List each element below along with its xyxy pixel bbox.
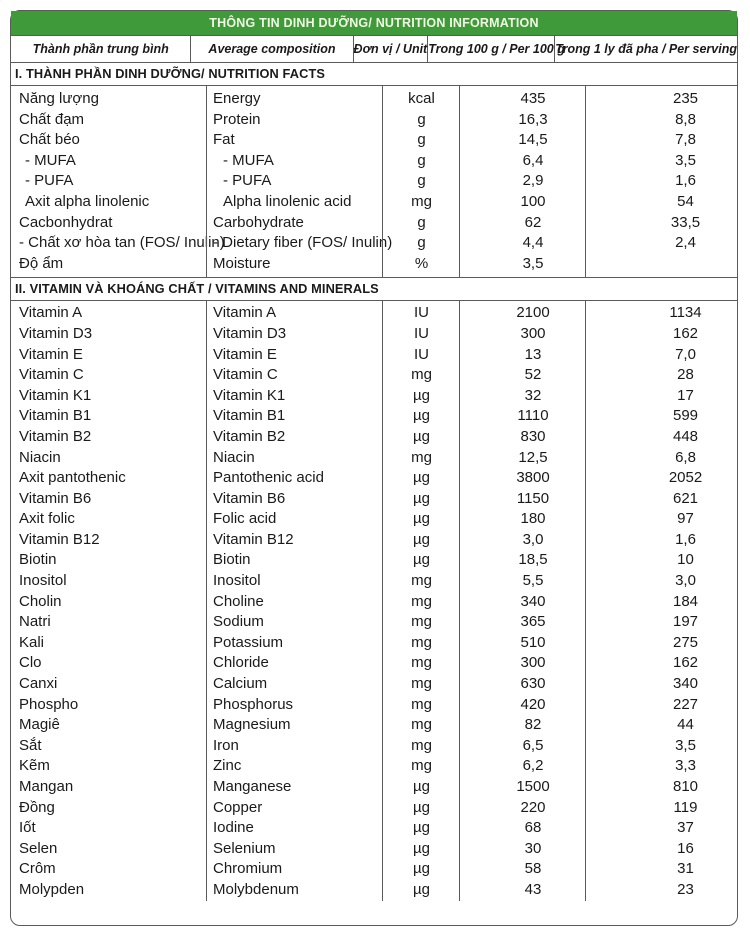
cell-per-100g: 1110	[517, 407, 549, 425]
cell-per-serving: 37	[677, 819, 694, 837]
cell-en-name: Chloride	[213, 654, 269, 672]
cell-per-serving: 3,5	[675, 736, 696, 754]
cell-per-100g: 18,5	[518, 551, 548, 569]
cell-unit: mg	[411, 695, 432, 713]
cell-per-serving: 340	[672, 675, 699, 693]
cell-per-serving: 7,8	[675, 131, 696, 149]
cell-unit: g	[417, 172, 426, 190]
cell-vi-name: Axit alpha linolenic	[25, 192, 150, 210]
cell-vi-name: Vitamin A	[19, 304, 83, 322]
cell-per-100g: 30	[524, 839, 542, 857]
table-row	[11, 818, 737, 839]
cell-per-serving: 275	[672, 633, 699, 651]
cell-vi-name: Canxi	[19, 675, 58, 693]
cell-per-100g: 2,9	[522, 172, 544, 190]
cell-vi-name: Axit pantothenic	[19, 469, 126, 487]
cell-vi-name: Magiê	[19, 716, 60, 734]
section-nutrition-facts	[11, 63, 737, 278]
cell-en-name: Folic acid	[213, 510, 277, 528]
cell-per-serving: 3,5	[675, 151, 696, 169]
cell-en-name: - MUFA	[223, 151, 274, 169]
cell-per-serving: 3,3	[675, 757, 696, 775]
cell-per-100g: 62	[524, 213, 542, 231]
table-row	[11, 612, 737, 633]
header-en-composition: Average composition	[191, 36, 353, 62]
cell-vi-name: Biotin	[19, 551, 57, 569]
cell-unit: mg	[411, 572, 432, 590]
cell-per-serving: 235	[672, 90, 699, 107]
cell-vi-name: Inositol	[19, 572, 67, 590]
cell-en-name: Energy	[213, 90, 261, 107]
cell-per-serving: 44	[677, 716, 694, 734]
cell-vi-name: Cholin	[19, 592, 62, 610]
cell-en-name: Vitamin K1	[213, 386, 286, 404]
cell-per-100g: 32	[524, 386, 542, 404]
cell-per-100g: 3800	[516, 469, 550, 487]
cell-en-name: Niacin	[213, 448, 255, 466]
cell-per-100g: 630	[520, 675, 546, 693]
table-row	[11, 233, 737, 254]
cell-per-100g: 6,4	[522, 151, 544, 169]
cell-per-serving: 448	[672, 427, 699, 445]
table-row	[11, 798, 737, 819]
cell-unit: µg	[413, 860, 430, 878]
table-row	[11, 489, 737, 510]
cell-per-serving: 227	[672, 695, 699, 713]
cell-per-100g: 1150	[516, 489, 550, 507]
cell-per-100g: 220	[520, 798, 546, 816]
cell-per-serving: 119	[673, 798, 698, 816]
cell-vi-name: Natri	[19, 613, 51, 631]
cell-en-name: Protein	[213, 110, 261, 128]
cell-per-serving: 162	[672, 324, 699, 342]
header-vi-composition: Thành phần trung bình	[11, 36, 191, 62]
cell-vi-name: Molypden	[19, 880, 85, 898]
section-title: I. THÀNH PHẦN DINH DƯỠNG/ NUTRITION FACTS	[11, 63, 737, 86]
cell-en-name: Moisture	[213, 254, 271, 272]
cell-vi-name: Mangan	[19, 778, 74, 795]
cell-per-serving: 184	[672, 592, 699, 610]
cell-en-name: Copper	[213, 798, 263, 816]
table-row	[11, 303, 737, 324]
cell-en-name: Phosphorus	[213, 695, 294, 713]
cell-vi-name: Độ ẩm	[19, 254, 64, 272]
table-row	[11, 151, 737, 172]
cell-vi-name: Iốt	[19, 819, 36, 837]
cell-per-serving: 31	[677, 860, 694, 878]
cell-per-100g: 1500	[516, 778, 550, 795]
cell-per-100g: 100	[520, 192, 546, 210]
cell-per-serving: 10	[677, 551, 694, 569]
cell-en-name: Magnesium	[213, 716, 291, 734]
cell-vi-name: Đồng	[19, 798, 55, 816]
cell-en-name: Biotin	[213, 551, 251, 569]
cell-per-100g: 180	[520, 510, 546, 528]
section-vitamins-minerals	[11, 278, 737, 900]
cell-vi-name: Vitamin E	[19, 345, 83, 363]
header-unit: Đơn vị / Unit	[354, 36, 429, 62]
table-row	[11, 468, 737, 489]
nutrition-table	[10, 10, 738, 926]
cell-per-100g: 12,5	[518, 448, 548, 466]
table-row	[11, 592, 737, 613]
table-row	[11, 880, 737, 901]
cell-vi-name: Phospho	[19, 695, 79, 713]
cell-en-name: Alpha linolenic acid	[223, 192, 352, 210]
cell-per-serving: 197	[672, 613, 699, 631]
cell-per-100g: 340	[520, 592, 546, 610]
cell-per-100g: 4,4	[522, 234, 544, 252]
table-row	[11, 839, 737, 860]
cell-vi-name: Năng lượng	[19, 90, 99, 107]
cell-per-serving: 162	[672, 654, 699, 672]
section-body	[11, 301, 737, 900]
cell-unit: IU	[414, 345, 429, 363]
table-row	[11, 254, 737, 275]
cell-unit: IU	[414, 324, 429, 342]
cell-per-serving: 810	[672, 778, 699, 795]
cell-per-100g: 365	[520, 613, 546, 631]
table-row	[11, 213, 737, 234]
cell-vi-name: Kali	[19, 633, 45, 651]
cell-en-name: - Dietary fiber (FOS/ Inulin)	[213, 234, 393, 252]
table-row	[11, 715, 737, 736]
cell-per-100g: 5,5	[522, 572, 544, 590]
cell-per-serving: 17	[677, 386, 694, 404]
cell-unit: mg	[411, 757, 432, 775]
cell-unit: µg	[413, 530, 430, 548]
cell-vi-name: Axit folic	[19, 510, 75, 528]
cell-per-serving: 7,0	[675, 345, 696, 363]
cell-unit: mg	[411, 633, 432, 651]
cell-per-serving: 16	[677, 839, 694, 857]
table-row	[11, 859, 737, 880]
cell-unit: µg	[413, 469, 430, 487]
cell-en-name: Selenium	[213, 839, 276, 857]
cell-unit: mg	[411, 736, 432, 754]
cell-per-100g: 82	[524, 716, 542, 734]
cell-per-serving: 1134	[669, 304, 702, 322]
header-per-100g: Trong 100 g / Per 100 g	[428, 36, 555, 62]
table-row	[11, 509, 737, 530]
cell-per-serving	[586, 254, 737, 275]
table-row	[11, 386, 737, 407]
cell-unit: g	[417, 213, 426, 231]
cell-en-name: Vitamin B2	[213, 427, 286, 445]
cell-en-name: Inositol	[213, 572, 261, 590]
cell-per-serving: 6,8	[675, 448, 696, 466]
table-row	[11, 171, 737, 192]
cell-en-name: Vitamin B1	[213, 407, 286, 425]
cell-unit: mg	[411, 654, 432, 672]
table-row	[11, 695, 737, 716]
cell-en-name: Vitamin C	[213, 366, 278, 384]
cell-per-100g: 68	[524, 819, 542, 837]
cell-vi-name: - Chất xơ hòa tan (FOS/ Inulin)	[19, 234, 225, 252]
cell-unit: µg	[413, 819, 430, 837]
cell-unit: kcal	[408, 90, 435, 107]
cell-unit: mg	[411, 675, 432, 693]
cell-unit: mg	[411, 716, 432, 734]
cell-per-100g: 16,3	[518, 110, 548, 128]
cell-per-100g: 3,5	[522, 254, 544, 272]
cell-vi-name: Selen	[19, 839, 58, 857]
cell-per-100g: 2100	[516, 304, 550, 322]
cell-per-serving: 8,8	[675, 110, 696, 128]
cell-en-name: Fat	[213, 131, 235, 149]
cell-per-100g: 435	[520, 90, 546, 107]
cell-unit: µg	[413, 427, 430, 445]
table-row	[11, 756, 737, 777]
cell-vi-name: Vitamin C	[19, 366, 84, 384]
cell-en-name: Vitamin A	[213, 304, 277, 322]
cell-unit: mg	[411, 613, 432, 631]
table-row	[11, 571, 737, 592]
cell-per-100g: 52	[524, 366, 542, 384]
cell-per-serving: 33,5	[670, 213, 701, 231]
cell-en-name: Carbohydrate	[213, 213, 304, 231]
cell-en-name: Vitamin B6	[213, 489, 286, 507]
cell-vi-name: Kẽm	[19, 757, 50, 775]
cell-vi-name: Crôm	[19, 860, 56, 878]
cell-per-serving: 3,0	[675, 572, 696, 590]
cell-en-name: Molybdenum	[213, 880, 299, 898]
header-per-serving: Trong 1 ly đã pha / Per serving	[555, 42, 737, 56]
cell-per-serving: 2,4	[675, 234, 696, 252]
cell-per-100g: 510	[520, 633, 546, 651]
cell-unit: µg	[413, 551, 430, 569]
cell-en-name: - PUFA	[223, 172, 272, 190]
table-row	[11, 345, 737, 366]
table-title: THÔNG TIN DINH DƯỠNG/ NUTRITION INFORMATION	[11, 11, 737, 36]
cell-per-serving: 599	[672, 407, 699, 425]
cell-per-100g: 300	[520, 324, 546, 342]
cell-vi-name: Chất đạm	[19, 110, 85, 128]
table-row	[11, 110, 737, 131]
cell-en-name: Iodine	[213, 819, 254, 837]
cell-per-serving: 1,6	[675, 172, 696, 190]
cell-vi-name: Vitamin D3	[19, 324, 93, 342]
cell-en-name: Choline	[213, 592, 264, 610]
cell-vi-name: Cacbonhydrat	[19, 213, 113, 231]
table-row	[11, 530, 737, 551]
table-row	[11, 427, 737, 448]
table-row	[11, 448, 737, 469]
cell-per-100g: 300	[520, 654, 546, 672]
cell-per-100g: 14,5	[518, 131, 548, 149]
cell-en-name: Potassium	[213, 633, 284, 651]
table-row	[11, 550, 737, 571]
cell-unit: mg	[411, 366, 432, 384]
cell-unit: µg	[413, 778, 430, 795]
cell-unit: mg	[411, 448, 432, 466]
cell-per-serving: 97	[677, 510, 694, 528]
table-row	[11, 777, 737, 798]
table-row	[11, 633, 737, 654]
cell-unit: g	[417, 131, 426, 149]
cell-per-serving: 54	[677, 192, 694, 210]
section-body	[11, 86, 737, 277]
cell-unit: µg	[413, 489, 430, 507]
cell-en-name: Vitamin E	[213, 345, 277, 363]
cell-vi-name: - MUFA	[25, 151, 76, 169]
cell-unit: µg	[413, 839, 430, 857]
cell-en-name: Vitamin D3	[213, 324, 287, 342]
cell-per-serving: 2052	[668, 469, 703, 487]
cell-vi-name: Sắt	[19, 736, 42, 754]
table-row	[11, 324, 737, 345]
cell-vi-name: - PUFA	[25, 172, 74, 190]
table-row	[11, 192, 737, 213]
cell-vi-name: Clo	[19, 654, 42, 672]
section-title: II. VITAMIN VÀ KHOÁNG CHẤT / VITAMINS AND MINERALS	[11, 278, 737, 301]
cell-unit: µg	[413, 386, 430, 404]
cell-vi-name: Vitamin K1	[19, 386, 92, 404]
table-row	[11, 653, 737, 674]
cell-unit: g	[417, 110, 426, 128]
cell-unit: IU	[414, 304, 429, 322]
cell-vi-name: Chất béo	[19, 131, 80, 149]
cell-unit: µg	[413, 407, 430, 425]
cell-vi-name: Vitamin B1	[19, 407, 92, 425]
cell-unit: mg	[411, 592, 432, 610]
column-headers	[11, 36, 737, 63]
cell-unit: g	[417, 234, 426, 252]
cell-vi-name: Vitamin B2	[19, 427, 92, 445]
table-row	[11, 674, 737, 695]
cell-vi-name: Niacin	[19, 448, 61, 466]
cell-per-100g: 43	[524, 880, 542, 898]
table-row	[11, 736, 737, 757]
table-row	[11, 406, 737, 427]
cell-per-100g: 6,2	[522, 757, 544, 775]
cell-per-serving: 621	[672, 489, 699, 507]
cell-unit: µg	[413, 510, 430, 528]
cell-en-name: Pantothenic acid	[213, 469, 324, 487]
cell-en-name: Calcium	[213, 675, 268, 693]
cell-unit: mg	[411, 192, 432, 210]
cell-per-serving: 23	[677, 880, 694, 898]
table-row	[11, 89, 737, 110]
cell-en-name: Iron	[213, 736, 239, 754]
cell-per-100g: 3,0	[522, 530, 544, 548]
cell-en-name: Sodium	[213, 613, 264, 631]
cell-vi-name: Vitamin B12	[19, 530, 100, 548]
table-row	[11, 130, 737, 151]
cell-per-serving: 1,6	[675, 530, 696, 548]
cell-en-name: Chromium	[213, 860, 283, 878]
cell-per-100g: 830	[520, 427, 546, 445]
cell-en-name: Zinc	[213, 757, 242, 775]
cell-unit: g	[417, 151, 426, 169]
cell-unit: µg	[413, 880, 430, 898]
cell-unit: %	[414, 254, 429, 272]
cell-per-100g: 420	[520, 695, 546, 713]
table-row	[11, 365, 737, 386]
cell-en-name: Manganese	[213, 778, 292, 795]
cell-per-100g: 6,5	[522, 736, 544, 754]
cell-per-serving: 28	[677, 366, 694, 384]
cell-per-100g: 13	[524, 345, 542, 363]
cell-unit: µg	[413, 798, 430, 816]
cell-en-name: Vitamin B12	[213, 530, 294, 548]
cell-vi-name: Vitamin B6	[19, 489, 92, 507]
cell-per-100g: 58	[524, 860, 542, 878]
